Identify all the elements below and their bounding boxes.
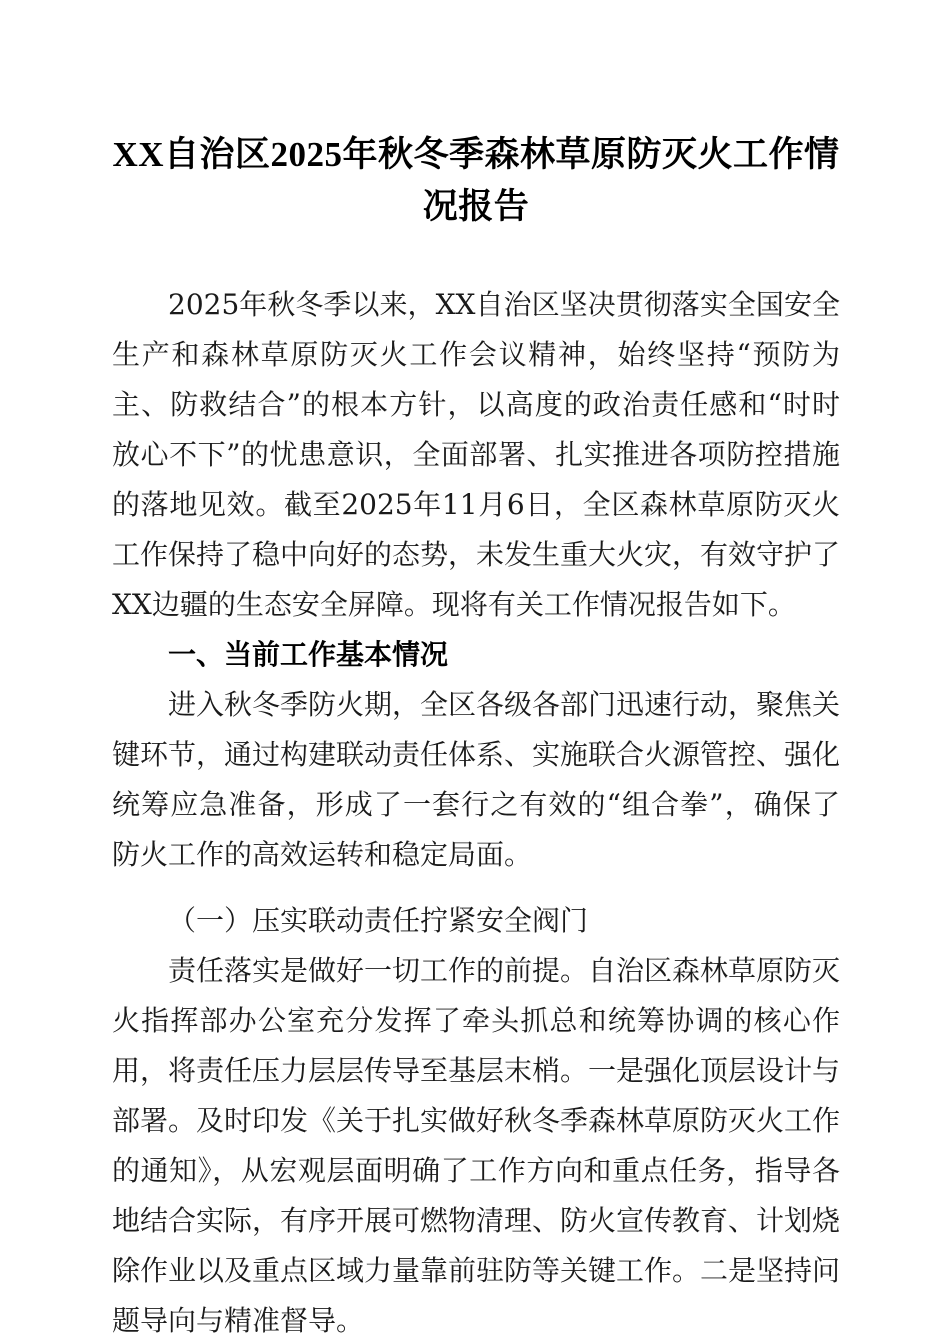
- section-1-paragraph: 进入秋冬季防火期，全区各级各部门迅速行动，聚焦关键环节，通过构建联动责任体系、实施联合火源管控、强化统筹应急准备，形成了一套行之有效的“组合拳”，确保了防火工作的高效运转和稳定局面。: [112, 688, 841, 871]
- document-content: [112, 0, 840, 1344]
- document-title: XX自治区2025年秋冬季森林草原防灭火工作情况报告: [112, 135, 840, 226]
- intro-paragraph: 2025年秋冬季以来，XX自治区坚决贯彻落实全国安全生产和森林草原防灭火工作会议精神，始终坚持“预防为主、防救结合”的根本方针，以高度的政治责任感和“时时放心不下”的忧患意识，全面部署、扎实推进各项防控措施的落地见效。截至2025年11月6日，全区森林草原防灭火工作保持了稳中向好的态势，未发生重大火灾，有效守护了XX边疆的生态安全屏障。现将有关工作情况报告如下。: [112, 288, 841, 621]
- section-heading-1: 一、当前工作基本情况: [168, 639, 449, 670]
- subsection-1-1-paragraph: 责任落实是做好一切工作的前提。自治区森林草原防灭火指挥部办公室充分发挥了牵头抓总和统筹协调的核心作用，将责任压力层层传导至基层末梢。一是强化顶层设计与部署。及时印发《关于扎实做好秋冬季森林草原防灭火工作的通知》，从宏观层面明确了工作方向和重点任务，指导各地结合实际，有序开展可燃物清理、防火宣传教育、计划烧除作业以及重点区域力量靠前驻防等关键工作。二是坚持问题导向与精准督导。: [112, 954, 841, 1337]
- subsection-heading-1-1: （一）压实联动责任拧紧安全阀门: [168, 904, 589, 937]
